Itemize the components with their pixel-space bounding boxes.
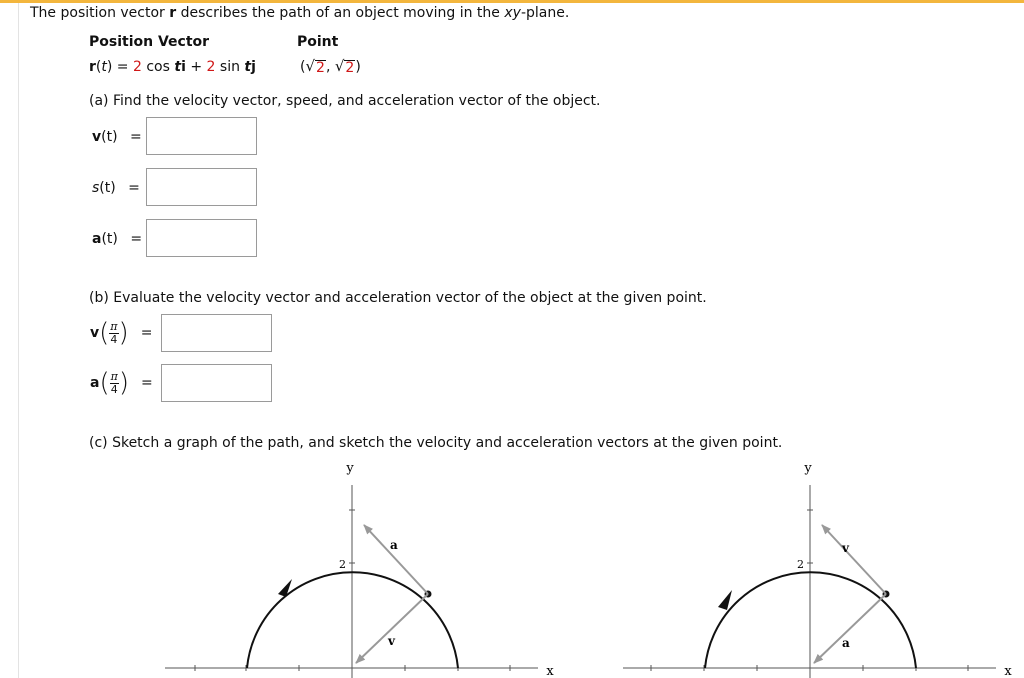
g2-direction-arrow (718, 590, 732, 610)
a-eq: = (130, 231, 143, 247)
speed-answer-input[interactable] (146, 168, 257, 206)
graph-option-1[interactable] (160, 455, 560, 678)
problem-intro (30, 5, 569, 21)
velocity-answer-input[interactable] (146, 117, 257, 155)
pv-ti: t (174, 59, 182, 75)
vb-paren-close: ) (118, 318, 129, 348)
vb-num: π (110, 319, 118, 333)
vb-den: 4 (110, 332, 118, 346)
g2-upper-vector-label: v (842, 541, 849, 555)
graph-option-2[interactable] (618, 455, 1018, 678)
s-arg: (t) (99, 180, 116, 196)
ab-paren-open: ( (99, 368, 110, 398)
pt-rad2: √ (334, 57, 345, 75)
pv-coef1: 2 (132, 59, 142, 75)
g1-lower-vector (356, 594, 428, 663)
velocity-at-point-input[interactable] (161, 314, 272, 352)
position-vector-header: Position Vector (89, 34, 210, 50)
ab-den: 4 (110, 382, 118, 396)
g2-tick-label: 2 (797, 558, 804, 571)
position-vector (89, 59, 256, 75)
acceleration-at-point-input[interactable] (161, 364, 272, 402)
ab-fraction (110, 371, 119, 396)
pt-open: ( (300, 59, 306, 75)
pt-close: ) (355, 59, 361, 75)
pt-sqrt2 (335, 57, 355, 75)
pt-sqrt1 (305, 57, 325, 75)
intro-text-suffix: -plane. (520, 5, 570, 21)
g1-direction-arrow (278, 579, 292, 597)
intro-xy: xy (504, 5, 521, 21)
pt-rad1: √ (305, 57, 316, 75)
a-main: a (92, 231, 102, 247)
point-header: Point (297, 34, 339, 50)
pv-plus: + (185, 59, 207, 75)
pv-open: ( (95, 59, 102, 75)
part-c-prompt: (c) Sketch a graph of the path, and sketch the velocity and acceleration vectors at the given point. (89, 435, 783, 451)
ab-label: a (90, 375, 100, 391)
vb-label: v (90, 325, 100, 341)
intro-text: The position vector (30, 5, 170, 21)
content-left-border (18, 3, 19, 678)
pv-j: j (251, 59, 256, 75)
ab-eq: = (141, 375, 153, 391)
g1-upper-vector (364, 525, 428, 594)
pv-i: i (181, 59, 186, 75)
pv-tj: t (244, 59, 252, 75)
g1-y-label: y (346, 461, 354, 476)
g1-tick-label: 2 (339, 558, 346, 571)
vb-fraction (109, 321, 118, 346)
speed-label (92, 180, 140, 196)
a-arg: (t) (101, 231, 118, 247)
acceleration-answer-input[interactable] (146, 219, 257, 257)
v-eq: = (130, 129, 142, 145)
pv-eq: = (112, 59, 133, 75)
g2-upper-vector (822, 525, 886, 594)
part-a-prompt: (a) Find the velocity vector, speed, and acceleration vector of the object. (89, 93, 601, 109)
velocity-label (92, 129, 142, 145)
vb-eq: = (140, 325, 153, 341)
pv-sin: sin (215, 59, 245, 75)
g2-x-label: x (1004, 664, 1012, 678)
pv-r: r (89, 59, 96, 75)
pv-coef2: 2 (206, 59, 216, 75)
top-accent-bar (0, 0, 1024, 3)
s-main: s (92, 180, 100, 196)
ab-num: π (110, 369, 118, 383)
g2-y-label: y (804, 461, 812, 476)
pt-val1: 2 (316, 60, 325, 76)
acceleration-label (92, 231, 142, 247)
g1-x-label: x (546, 664, 554, 678)
pt-comma: , (325, 59, 335, 75)
v-arg: (t) (101, 129, 118, 145)
intro-r: r (169, 5, 177, 21)
pt-val2: 2 (345, 60, 355, 76)
s-eq: = (128, 180, 140, 196)
g1-lower-vector-label: v (388, 634, 395, 648)
g2-lower-vector (814, 594, 886, 663)
g1-upper-vector-label: a (390, 538, 398, 552)
acceleration-at-point-label (90, 365, 153, 401)
part-b-prompt: (b) Evaluate the velocity vector and acceleration vector of the object at the given point. (89, 290, 707, 306)
ab-paren-close: ) (118, 368, 129, 398)
velocity-at-point-label (90, 315, 152, 351)
vb-paren-open: ( (99, 318, 110, 348)
intro-text-mid: describes the path of an object moving in the (176, 5, 505, 21)
g2-lower-vector-label: a (842, 636, 850, 650)
pv-close: ) (106, 59, 113, 75)
pv-cos: cos (141, 59, 175, 75)
given-point (300, 57, 361, 75)
v-main: v (92, 129, 102, 145)
pv-t: t (101, 59, 107, 75)
